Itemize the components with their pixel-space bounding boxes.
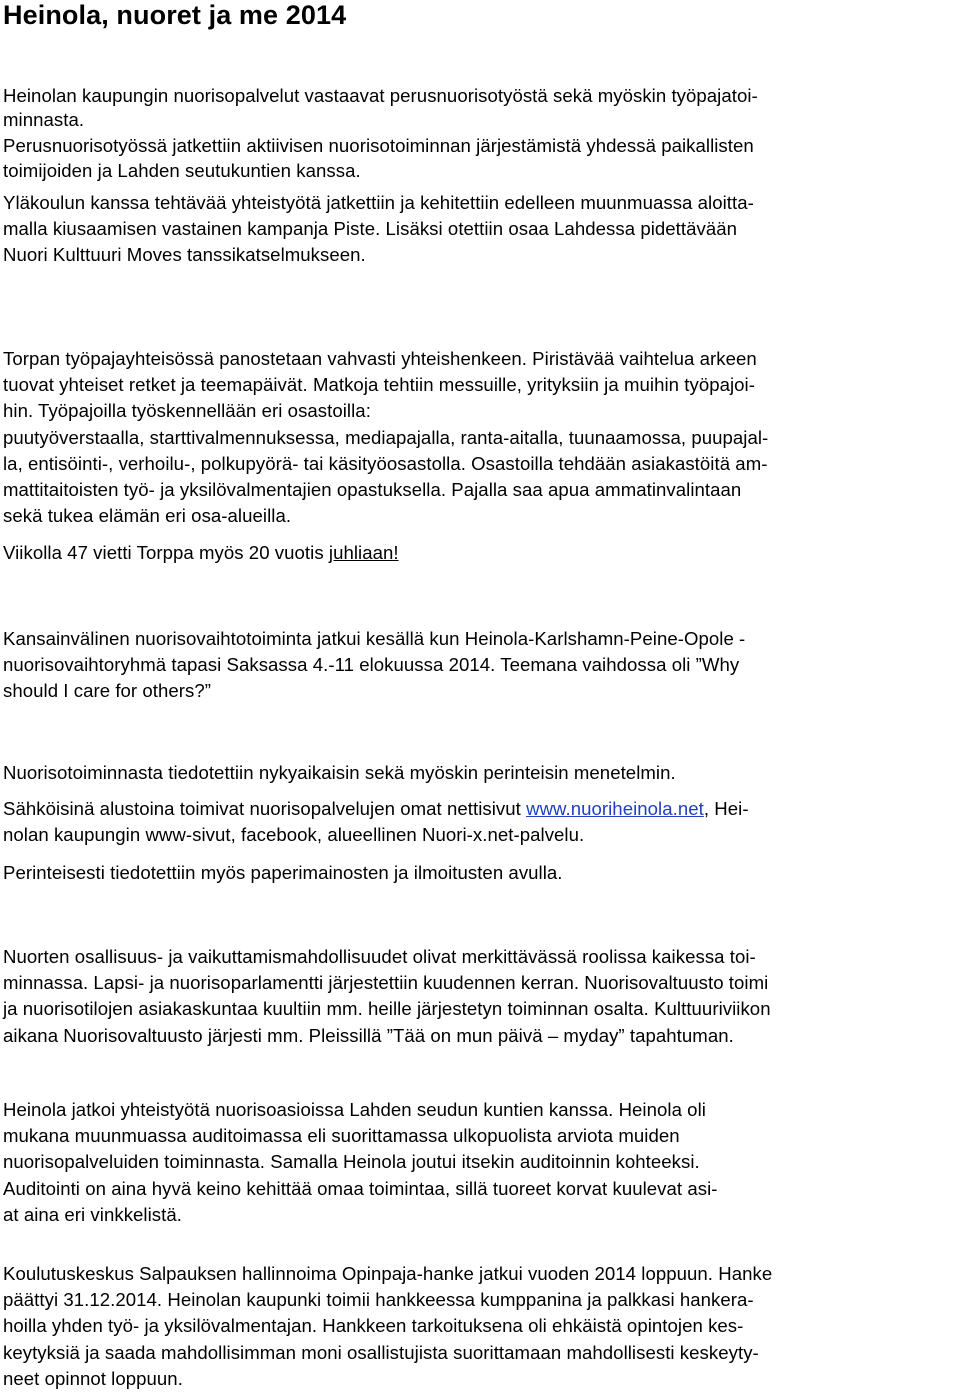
section-participation — [3, 945, 771, 1048]
paragraph-line: minnassa. Lapsi- ja nuorisoparlamentti järjestettiin kuudennen kerran. Nuorisovaltuusto toimi — [3, 972, 769, 994]
paragraph-line: Yläkoulun kanssa tehtävää yhteistyötä jatkettiin ja kehitettiin edelleen muunmuassa aloitta- — [3, 191, 754, 213]
paragraph-line: hin. Työpajoilla työskennellään eri osastoilla: — [3, 400, 371, 422]
paragraph-text: Viikolla 47 vietti Torppa myös 20 vuotis — [3, 542, 329, 564]
paragraph-line: Perinteisesti tiedotettiin myös paperimainosten ja ilmoitusten avulla. — [3, 861, 563, 883]
paragraph-line: Koulutuskeskus Salpauksen hallinnoima Opinpaja-hanke jatkui vuoden 2014 loppuun. Hanke — [3, 1263, 773, 1284]
paragraph-line: should I care for others?” — [3, 680, 212, 702]
section-cooperation — [3, 1098, 718, 1227]
paragraph-line: puutyöverstaalla, starttivalmennuksessa, mediapajalla, ranta-aitalla, tuunaamossa, puupajal- — [3, 426, 769, 448]
paragraph-line: malla kiusaamisen vastainen kampanja Piste. Lisäksi otettiin osaa Lahdessa pidettävään — [3, 218, 738, 240]
paragraph-line — [3, 797, 749, 821]
paragraph-line: toimijoiden ja Lahden seutukuntien kanssa. — [3, 159, 361, 181]
page-title: Heinola, nuoret ja me 2014 — [3, 0, 347, 30]
section-youth-services — [3, 84, 758, 267]
paragraph-line: at aina eri vinkkelistä. — [3, 1203, 182, 1225]
paragraph-line: mattitaitoisten työ- ja yksilövalmentajien opastuksella. Pajalla saa apua ammatinvalintaan — [3, 479, 742, 501]
section-communication — [3, 761, 749, 885]
section-workshop — [3, 347, 768, 566]
paragraph-line: minnasta. — [3, 109, 85, 131]
paragraph-line: ja nuorisotilojen asiakaskuntaa kuultiin mm. heille järjestetyn toiminnan osalta. Kulttuuriviikon — [3, 998, 771, 1020]
paragraph-line: neet opinnot loppuun. — [3, 1367, 183, 1389]
paragraph-line: nolan kaupungin www-sivut, facebook, alueellinen Nuori-x.net-palvelu. — [3, 824, 585, 846]
paragraph-line: keytyksiä ja saada mahdollisimman moni osallistujista suorittamaan mahdollisesti keskeyty- — [3, 1341, 759, 1363]
underlined-text: juhliaan! — [328, 542, 399, 564]
paragraph-line: päättyi 31.12.2014. Heinolan kaupunki toimii hankkeessa kumppanina ja palkkasi hankera- — [3, 1289, 754, 1311]
paragraph-line: Nuorisotoiminnasta tiedotettiin nykyaikaisin sekä myöskin perinteisin menetelmin. — [3, 762, 676, 783]
paragraph-line: nuorisovaihtoryhmä tapasi Saksassa 4.-11 elokuussa 2014. Teemana vaihdossa oli ”Why — [3, 654, 740, 676]
paragraph-line: Kansainvälinen nuorisovaihtotoiminta jatkui kesällä kun Heinola-Karlshamn-Peine-Opole - — [3, 628, 746, 649]
paragraph-line: Heinola jatkoi yhteistyötä nuorisoasioissa Lahden seudun kuntien kanssa. Heinola oli — [3, 1099, 706, 1120]
section-international — [3, 627, 745, 704]
paragraph-line: tuovat yhteiset retket ja teemapäivät. Matkoja tehtiin messuille, yrityksiin ja muihin työpajoi- — [3, 374, 755, 396]
paragraph-line: Perusnuorisotyössä jatkettiin aktiivisen nuorisotoiminnan järjestämistä yhdessä paikallisten — [3, 135, 754, 157]
paragraph-text: , Hei- — [703, 798, 749, 820]
paragraph-line: mukana muunmuassa auditoimassa eli suorittamassa ulkopuolista arviota muiden — [3, 1125, 680, 1147]
paragraph-text: Sähköisinä alustoina toimivat nuorisopalvelujen omat nettisivut — [3, 798, 527, 820]
paragraph-line: Nuorten osallisuus- ja vaikuttamismahdollisuudet olivat merkittävässä roolissa kaikessa toi- — [3, 946, 756, 967]
paragraph-line: Heinolan kaupungin nuorisopalvelut vastaavat perusnuorisotyöstä sekä myöskin työpajatoi- — [3, 85, 758, 106]
section-opinpaja — [3, 1262, 772, 1391]
paragraph-line: Nuori Kulttuuri Moves tanssikatselmukseen. — [3, 244, 366, 266]
paragraph-line — [3, 541, 768, 565]
paragraph-line: aikana Nuorisovaltuusto järjesti mm. Pleissillä ”Tää on mun päivä – myday” tapahtuman. — [3, 1024, 734, 1046]
paragraph-line: Torpan työpajayhteisössä panostetaan vahvasti yhteishenkeen. Piristävää vaihtelua arkeen — [3, 348, 757, 369]
paragraph-line: la, entisöinti-, verhoilu-, polkupyörä- tai käsityöosastolla. Osastoilla tehdään asiakastöitä am- — [3, 452, 768, 474]
paragraph-line: nuorisopalveluiden toiminnasta. Samalla Heinola joutui itsekin auditoinnin kohteeksi. — [3, 1151, 700, 1173]
paragraph-line: hoilla yhden työ- ja yksilövalmentajan. Hankkeen tarkoituksena oli ehkäistä opintojen kes- — [3, 1315, 744, 1337]
website-link[interactable]: www.nuoriheinola.net — [526, 798, 704, 820]
paragraph-line: Auditointi on aina hyvä keino kehittää omaa toimintaa, sillä tuoreet korvat kuulevat asi- — [3, 1177, 718, 1199]
paragraph-line: sekä tukea elämän eri osa-alueilla. — [3, 505, 292, 527]
